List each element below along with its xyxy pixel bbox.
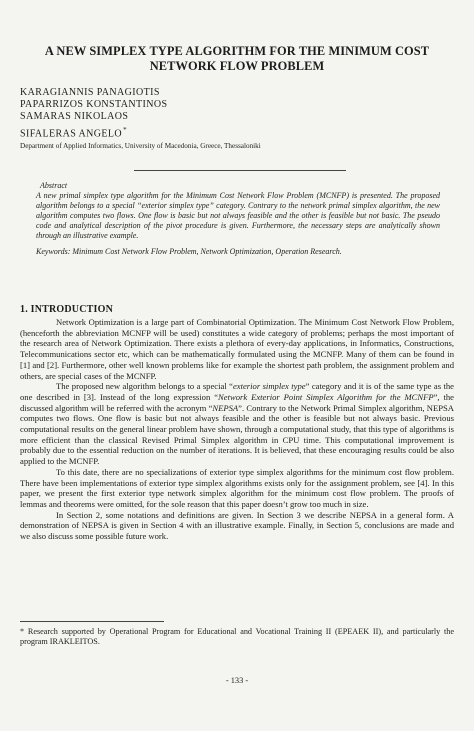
author-name: PAPARRIZOS KONSTANTINOS [20, 99, 168, 111]
author-footnote-mark: * [123, 125, 127, 134]
author-name-last [20, 124, 167, 141]
author-name: KARAGIANNIS PANAGIOTIS [20, 87, 160, 98]
keywords-label: Keywords: [36, 246, 71, 256]
emphasis: NEPSA [212, 402, 239, 413]
paragraph: In Section 2, some notations and definitions are given. In Section 3 we describe NEPSA in a general form. A demonstration of NEPSA is given in Section 4 with an illustrative example. Finally, in Section 5, conclusions are made and we also discuss some possible future work. [20, 509, 454, 542]
abstract-divider [134, 170, 346, 171]
text-run: ”, the discussed algorithm will be referred with the acronym “ [20, 391, 454, 413]
keywords [36, 247, 440, 257]
section-body [20, 317, 454, 542]
page-number: - 133 - [225, 676, 249, 685]
paragraph: Network Optimization is a large part of Combinatorial Optimization. The Minimum Cost Network Flow Problem, (henceforth the abbreviation MCNFP will be used) constitutes a wide category of problems; perhaps the most important of the research area of Network Optimization. There exists a plethora of every-day applications, in Informatics, Constructions, Telecommunications sector etc, which can be mathematically formulated using the MCNFP. Many of them can be found in [1] and [2]. Furthermore, other well known problems like for example the shortest path problem, the assignment problem and others, are special cases of the MCNFP. [20, 317, 454, 381]
emphasis: exterior simplex type [232, 381, 306, 392]
paragraph: To this date, there are no specializations of exterior type simplex algorithms for the minimum cost flow problem. There have been implementations of exterior type simplex algorithms exists only for the assignment problem, see [4]. In this paper, we present the first exterior type network simplex algorithm for the minimum cost flow problem. The proofs of lemmas and theorems were omitted, for the sole reason that this paper doesn’t grow too much in size. [20, 466, 454, 509]
footnote-divider [20, 621, 164, 622]
abstract-heading: Abstract [40, 181, 68, 190]
paragraph [20, 381, 454, 467]
author-name: SIFALERAS ANGELO [20, 127, 123, 139]
affiliation: Department of Applied Informatics, University of Macedonia, Greece, Thessaloniki [20, 142, 261, 150]
abstract-text: A new primal simplex type algorithm for the Minimum Cost Network Flow Problem (MCNFP) is presented. The proposed algorithm belongs to a special “exterior simplex type” category. Contrary to the network primal simplex algorithm, the new algorithm computes two flows. One flow is basic but not always feasible and the other is feasible but not basic. The pseudo code and analytical description of the pivot procedure is given. Furthermore, the necessary steps are analytically shown through an illustrative example. [36, 191, 440, 241]
footnote: * Research supported by Operational Program for Educational and Vocational Training II (EPEAEK II), and particularly the program IRAKLEITOS. [20, 627, 454, 647]
section-heading: 1. INTRODUCTION [20, 304, 114, 315]
title-line-2: NETWORK FLOW PROBLEM [149, 59, 325, 73]
text-run: ” category and it is of the same type as the one described in [3]. Instead of the long expression “ [20, 381, 454, 402]
emphasis: Network Exterior Point Simplex Algorithm for the MCNFP [218, 391, 434, 402]
text-run: The proposed new algorithm belongs to a special “ [56, 381, 233, 392]
abstract-block [36, 181, 440, 257]
paper-title [20, 44, 454, 74]
author-list [20, 87, 167, 140]
text-run: ”. Contrary to the Network Primal Simplex algorithm, NEPSA computes two flows. One flow is basic but not always feasible and the other is feasible but not always basic. Previous computational results on the general linear problem have shown, through a computational study, that this type of algorithms is more efficient than the classical Revised Primal Simplex algorithm in CPU time. This computational improvement is probably due to the essential reduction on the number of iterations. It is believed, that these encouraging results could be also applied to the MCNFP. [20, 402, 454, 467]
title-line-1: A NEW SIMPLEX TYPE ALGORITHM FOR THE MINIMUM COST [44, 44, 430, 58]
author-name: SAMARAS NIKOLAOS [20, 111, 129, 123]
keywords-text: Minimum Cost Network Flow Problem, Network Optimization, Operation Research. [70, 246, 342, 256]
